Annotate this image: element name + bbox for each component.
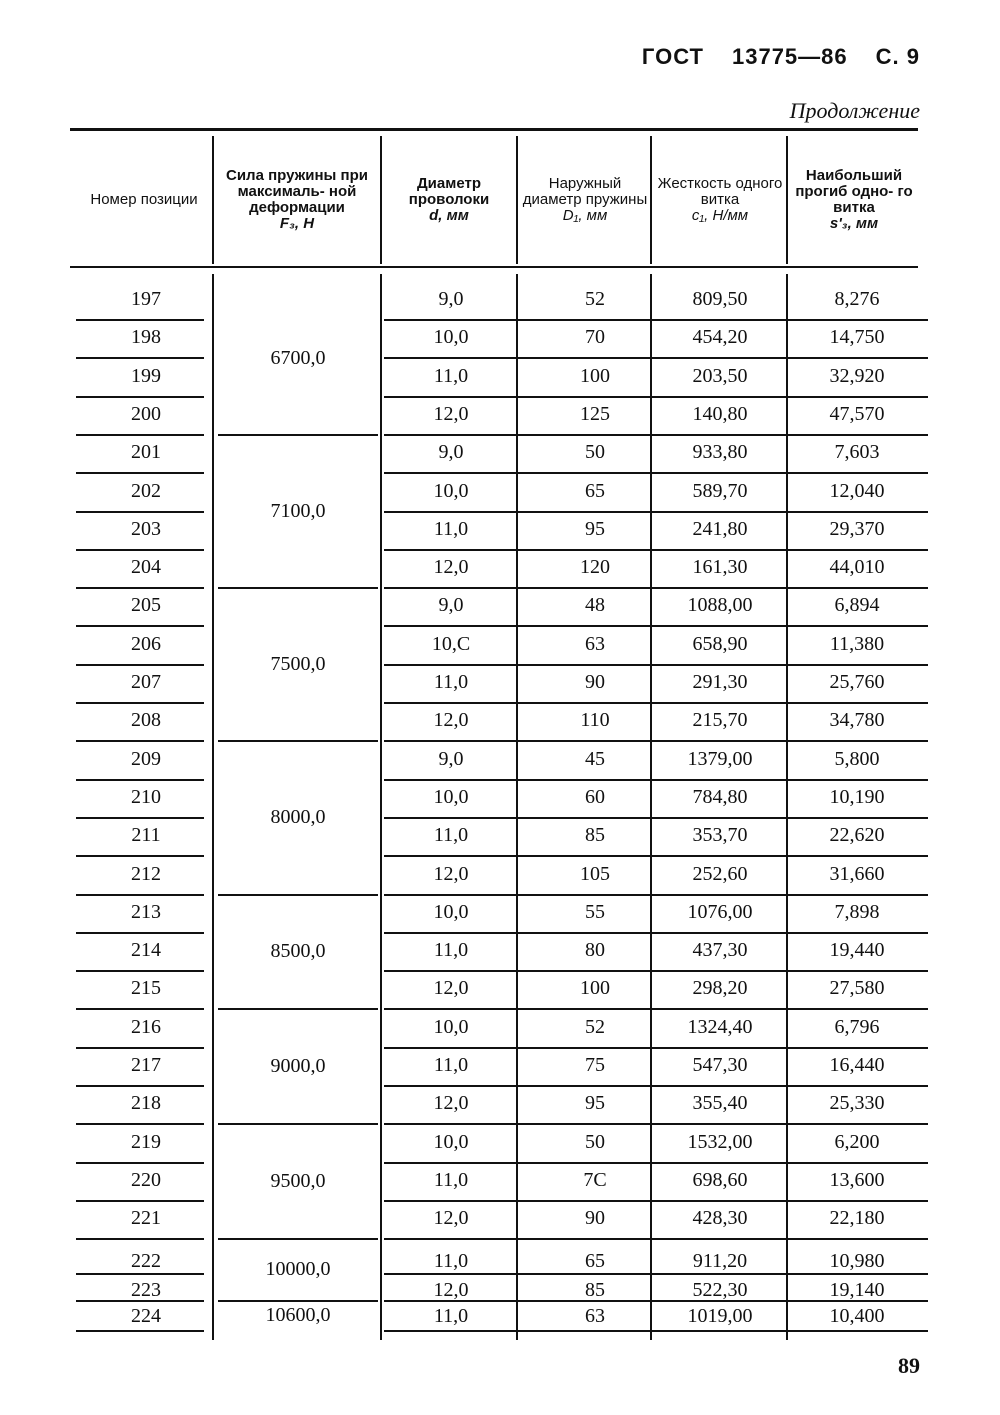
force-value: 8000,0 <box>270 805 326 828</box>
position-number: 204 <box>131 556 161 579</box>
row-rule-position <box>76 357 204 359</box>
position-number: 218 <box>131 1092 161 1115</box>
row-rule-position <box>76 434 204 436</box>
force-group-rule <box>218 1300 378 1302</box>
position-number: 201 <box>131 441 161 464</box>
row-rule-data <box>384 587 928 589</box>
wire-diameter-value: 12,0 <box>433 1207 469 1230</box>
deflection-value: 6,796 <box>834 1015 880 1038</box>
position-number: 208 <box>131 709 161 732</box>
wire-diameter-value: 10,0 <box>433 326 469 349</box>
row-rule-position <box>76 932 204 934</box>
row-rule-data <box>384 932 928 934</box>
row-rule-position <box>76 1085 204 1087</box>
column-header-stiffness: Жесткость одного витка c₁, Н/мм <box>657 175 783 224</box>
position-number: 198 <box>131 326 161 349</box>
force-value: 7500,0 <box>270 652 326 675</box>
outer-diameter-value: 65 <box>585 479 605 502</box>
deflection-value: 34,780 <box>829 709 885 732</box>
row-rule-position <box>76 625 204 627</box>
outer-diameter-value: 80 <box>585 939 605 962</box>
deflection-value: 13,600 <box>829 1168 885 1191</box>
column-header-outer-diameter: Наружный диаметр пружины D₁, мм <box>522 175 648 224</box>
deflection-value: 5,800 <box>834 747 880 770</box>
row-rule-position <box>76 1273 204 1275</box>
outer-diameter-value: 75 <box>585 1054 605 1076</box>
position-number: 224 <box>131 1305 161 1327</box>
column-header-wire-diameter: Диаметр проволоки d, мм <box>408 175 490 224</box>
wire-diameter-value: 10,0 <box>433 1015 469 1038</box>
position-number: 200 <box>131 402 161 425</box>
deflection-value: 29,370 <box>829 517 885 540</box>
deflection-value: 10,400 <box>829 1305 885 1327</box>
row-rule-position <box>76 702 204 704</box>
row-rule-position <box>76 779 204 781</box>
wire-diameter-value: 12,0 <box>433 556 469 579</box>
position-number: 223 <box>131 1279 161 1301</box>
outer-diameter-value: 52 <box>585 1015 605 1038</box>
deflection-value: 6,894 <box>834 594 880 617</box>
outer-diameter-value: 110 <box>580 709 610 732</box>
position-number: 203 <box>131 517 161 540</box>
stiffness-value: 215,70 <box>692 709 748 732</box>
deflection-value: 6,200 <box>834 1130 880 1153</box>
force-group-rule <box>218 740 378 742</box>
row-rule-data <box>384 1273 928 1275</box>
outer-diameter-value: 90 <box>585 671 605 693</box>
outer-diameter-value: 48 <box>585 594 605 617</box>
row-rule-data <box>384 779 928 781</box>
stiffness-value: 658,90 <box>692 632 748 655</box>
deflection-value: 32,920 <box>829 364 885 387</box>
deflection-value: 16,440 <box>829 1054 885 1076</box>
deflection-value: 44,010 <box>829 556 885 579</box>
outer-diameter-value: 125 <box>580 402 610 425</box>
column-divider <box>380 274 382 1340</box>
row-rule-data <box>384 1238 928 1240</box>
wire-diameter-value: 11,0 <box>433 824 469 847</box>
row-rule-data <box>384 625 928 627</box>
force-group-rule <box>218 434 378 436</box>
wire-diameter-value: 12,0 <box>433 1092 469 1115</box>
header-column-divider <box>380 136 382 264</box>
standard-label: ГОСТ <box>641 44 704 69</box>
stiffness-value: 809,50 <box>692 288 748 310</box>
row-rule-position <box>76 472 204 474</box>
stiffness-value: 1324,40 <box>687 1015 753 1038</box>
header-bottom-rule <box>70 266 918 268</box>
deflection-value: 10,190 <box>829 785 885 808</box>
outer-diameter-value: 90 <box>585 1207 605 1230</box>
outer-diameter-value: 63 <box>585 1305 605 1327</box>
stiffness-value: 241,80 <box>692 517 748 540</box>
row-rule-position <box>76 1162 204 1164</box>
header-column-divider <box>212 136 214 264</box>
standard-number: 13775—86 <box>731 44 848 69</box>
stiffness-value: 252,60 <box>692 862 748 885</box>
stiffness-value: 161,30 <box>692 556 748 579</box>
row-rule-position <box>76 396 204 398</box>
outer-diameter-value: 85 <box>585 1279 605 1301</box>
stiffness-value: 589,70 <box>692 479 748 502</box>
deflection-value: 25,330 <box>829 1092 885 1115</box>
outer-diameter-value: 50 <box>585 1130 605 1153</box>
row-rule-position <box>76 587 204 589</box>
row-rule-data <box>384 549 928 551</box>
outer-diameter-value: 105 <box>580 862 610 885</box>
force-group-rule <box>218 1123 378 1125</box>
row-rule-data <box>384 396 928 398</box>
position-number: 215 <box>131 977 161 1000</box>
deflection-value: 19,140 <box>829 1279 885 1301</box>
wire-diameter-value: 9,0 <box>438 747 464 770</box>
position-number: 197 <box>131 288 161 310</box>
outer-diameter-value: 100 <box>580 364 610 387</box>
wire-diameter-value: 11,0 <box>433 1305 469 1327</box>
position-number: 214 <box>131 939 161 962</box>
row-rule-data <box>384 434 928 436</box>
wire-diameter-value: 11,0 <box>433 517 469 540</box>
row-rule-data <box>384 894 928 896</box>
force-group-rule <box>218 1238 378 1240</box>
stiffness-value: 784,80 <box>692 785 748 808</box>
row-rule-position <box>76 1330 204 1332</box>
header-column-divider <box>786 136 788 264</box>
deflection-value: 10,980 <box>829 1250 885 1272</box>
position-number: 219 <box>131 1130 161 1153</box>
deflection-value: 47,570 <box>829 402 885 425</box>
wire-diameter-value: 11,0 <box>433 1250 469 1272</box>
row-rule-data <box>384 511 928 513</box>
row-rule-position <box>76 1123 204 1125</box>
outer-diameter-value: 55 <box>585 900 605 923</box>
stiffness-value: 428,30 <box>692 1207 748 1230</box>
row-rule-position <box>76 817 204 819</box>
stiffness-value: 355,40 <box>692 1092 748 1115</box>
row-rule-position <box>76 894 204 896</box>
row-rule-data <box>384 1162 928 1164</box>
position-number: 221 <box>131 1207 161 1230</box>
row-rule-data <box>384 1330 928 1332</box>
row-rule-position <box>76 1047 204 1049</box>
wire-diameter-value: 9,0 <box>438 288 464 310</box>
wire-diameter-value: 9,0 <box>438 594 464 617</box>
deflection-value: 27,580 <box>829 977 885 1000</box>
wire-diameter-value: 12,0 <box>433 402 469 425</box>
outer-diameter-value: 52 <box>585 288 605 310</box>
row-rule-data <box>384 855 928 857</box>
row-rule-position <box>76 1008 204 1010</box>
row-rule-data <box>384 472 928 474</box>
stiffness-value: 698,60 <box>692 1168 748 1191</box>
outer-diameter-value: 85 <box>585 824 605 847</box>
header-column-divider <box>516 136 518 264</box>
wire-diameter-value: 12,0 <box>433 1279 469 1301</box>
outer-diameter-value: 45 <box>585 747 605 770</box>
outer-diameter-value: 50 <box>585 441 605 464</box>
stiffness-value: 547,30 <box>692 1054 748 1076</box>
outer-diameter-value: 95 <box>585 1092 605 1115</box>
stiffness-value: 1019,00 <box>687 1305 753 1327</box>
row-rule-position <box>76 970 204 972</box>
row-rule-data <box>384 1008 928 1010</box>
row-rule-position <box>76 664 204 666</box>
stiffness-value: 1532,00 <box>687 1130 753 1153</box>
page-label: С. 9 <box>875 44 920 69</box>
deflection-value: 7,603 <box>834 441 880 464</box>
wire-diameter-value: 11,0 <box>433 1054 469 1076</box>
force-value: 9500,0 <box>270 1169 326 1192</box>
position-number: 205 <box>131 594 161 617</box>
force-value: 7100,0 <box>270 499 326 522</box>
column-header-deflection: Наибольший прогиб одно- го витка s'₃, мм <box>795 167 913 232</box>
deflection-value: 25,760 <box>829 671 885 693</box>
wire-diameter-value: 10,0 <box>433 785 469 808</box>
position-number: 212 <box>131 862 161 885</box>
wire-diameter-value: 11,0 <box>433 671 469 693</box>
row-rule-position <box>76 319 204 321</box>
outer-diameter-value: 120 <box>580 556 610 579</box>
row-rule-position <box>76 511 204 513</box>
deflection-value: 8,276 <box>834 288 880 310</box>
position-number: 199 <box>131 364 161 387</box>
row-rule-position <box>76 855 204 857</box>
wire-diameter-value: 9,0 <box>438 441 464 464</box>
wire-diameter-value: 10,C <box>431 632 471 655</box>
stiffness-value: 291,30 <box>692 671 748 693</box>
force-value: 10600,0 <box>265 1304 331 1326</box>
stiffness-value: 203,50 <box>692 364 748 387</box>
force-value: 9000,0 <box>270 1054 326 1077</box>
row-rule-position <box>76 549 204 551</box>
header-column-divider <box>650 136 652 264</box>
stiffness-value: 1379,00 <box>687 747 753 770</box>
wire-diameter-value: 10,0 <box>433 1130 469 1153</box>
page-number: 89 <box>898 1353 920 1378</box>
force-value: 6700,0 <box>270 347 326 370</box>
position-number: 207 <box>131 671 161 693</box>
stiffness-value: 140,80 <box>692 402 748 425</box>
deflection-value: 7,898 <box>834 900 880 923</box>
wire-diameter-value: 12,0 <box>433 977 469 1000</box>
position-number: 217 <box>131 1054 161 1076</box>
row-rule-data <box>384 817 928 819</box>
deflection-value: 12,040 <box>829 479 885 502</box>
outer-diameter-value: 65 <box>585 1250 605 1272</box>
page-header <box>642 44 920 70</box>
column-header-force: Сила пружины при максималь- ной деформации F₃, Н <box>226 167 368 232</box>
wire-diameter-value: 10,0 <box>433 479 469 502</box>
outer-diameter-value: 60 <box>585 785 605 808</box>
position-number: 210 <box>131 785 161 808</box>
row-rule-data <box>384 970 928 972</box>
row-rule-position <box>76 740 204 742</box>
wire-diameter-value: 10,0 <box>433 900 469 923</box>
position-number: 209 <box>131 747 161 770</box>
table-top-rule <box>70 128 918 131</box>
deflection-value: 31,660 <box>829 862 885 885</box>
force-value: 10000,0 <box>265 1258 331 1281</box>
column-header-position: Номер позиции <box>90 191 198 208</box>
force-group-rule <box>218 1008 378 1010</box>
deflection-value: 19,440 <box>829 939 885 962</box>
row-rule-position <box>76 1200 204 1202</box>
deflection-value: 14,750 <box>829 326 885 349</box>
row-rule-data <box>384 1085 928 1087</box>
stiffness-value: 911,20 <box>692 1250 748 1272</box>
row-rule-data <box>384 319 928 321</box>
wire-diameter-value: 12,0 <box>433 862 469 885</box>
stiffness-value: 454,20 <box>692 326 748 349</box>
stiffness-value: 933,80 <box>692 441 748 464</box>
position-number: 222 <box>131 1250 161 1272</box>
row-rule-position <box>76 1238 204 1240</box>
position-number: 202 <box>131 479 161 502</box>
row-rule-data <box>384 740 928 742</box>
wire-diameter-value: 11,0 <box>433 939 469 962</box>
outer-diameter-value: 7C <box>583 1168 607 1191</box>
continuation-label: Продолжение <box>789 98 920 123</box>
position-number: 211 <box>131 824 161 847</box>
stiffness-value: 522,30 <box>692 1279 748 1301</box>
row-rule-data <box>384 1200 928 1202</box>
position-number: 220 <box>131 1168 161 1191</box>
row-rule-data <box>384 664 928 666</box>
row-rule-data <box>384 357 928 359</box>
outer-diameter-value: 63 <box>585 632 605 655</box>
deflection-value: 11,380 <box>829 632 885 655</box>
outer-diameter-value: 95 <box>585 517 605 540</box>
stiffness-value: 1076,00 <box>687 900 753 923</box>
stiffness-value: 298,20 <box>692 977 748 1000</box>
position-number: 206 <box>131 632 161 655</box>
stiffness-value: 437,30 <box>692 939 748 962</box>
wire-diameter-value: 11,0 <box>433 364 469 387</box>
force-group-rule <box>218 587 378 589</box>
deflection-value: 22,620 <box>829 824 885 847</box>
stiffness-value: 1088,00 <box>687 594 753 617</box>
outer-diameter-value: 70 <box>585 326 605 349</box>
row-rule-data <box>384 1123 928 1125</box>
row-rule-data <box>384 702 928 704</box>
outer-diameter-value: 100 <box>580 977 610 1000</box>
force-value: 8500,0 <box>270 939 326 962</box>
row-rule-data <box>384 1047 928 1049</box>
position-number: 216 <box>131 1015 161 1038</box>
stiffness-value: 353,70 <box>692 824 748 847</box>
wire-diameter-value: 11,0 <box>433 1168 469 1191</box>
deflection-value: 22,180 <box>829 1207 885 1230</box>
wire-diameter-value: 12,0 <box>433 709 469 732</box>
force-group-rule <box>218 894 378 896</box>
position-number: 213 <box>131 900 161 923</box>
